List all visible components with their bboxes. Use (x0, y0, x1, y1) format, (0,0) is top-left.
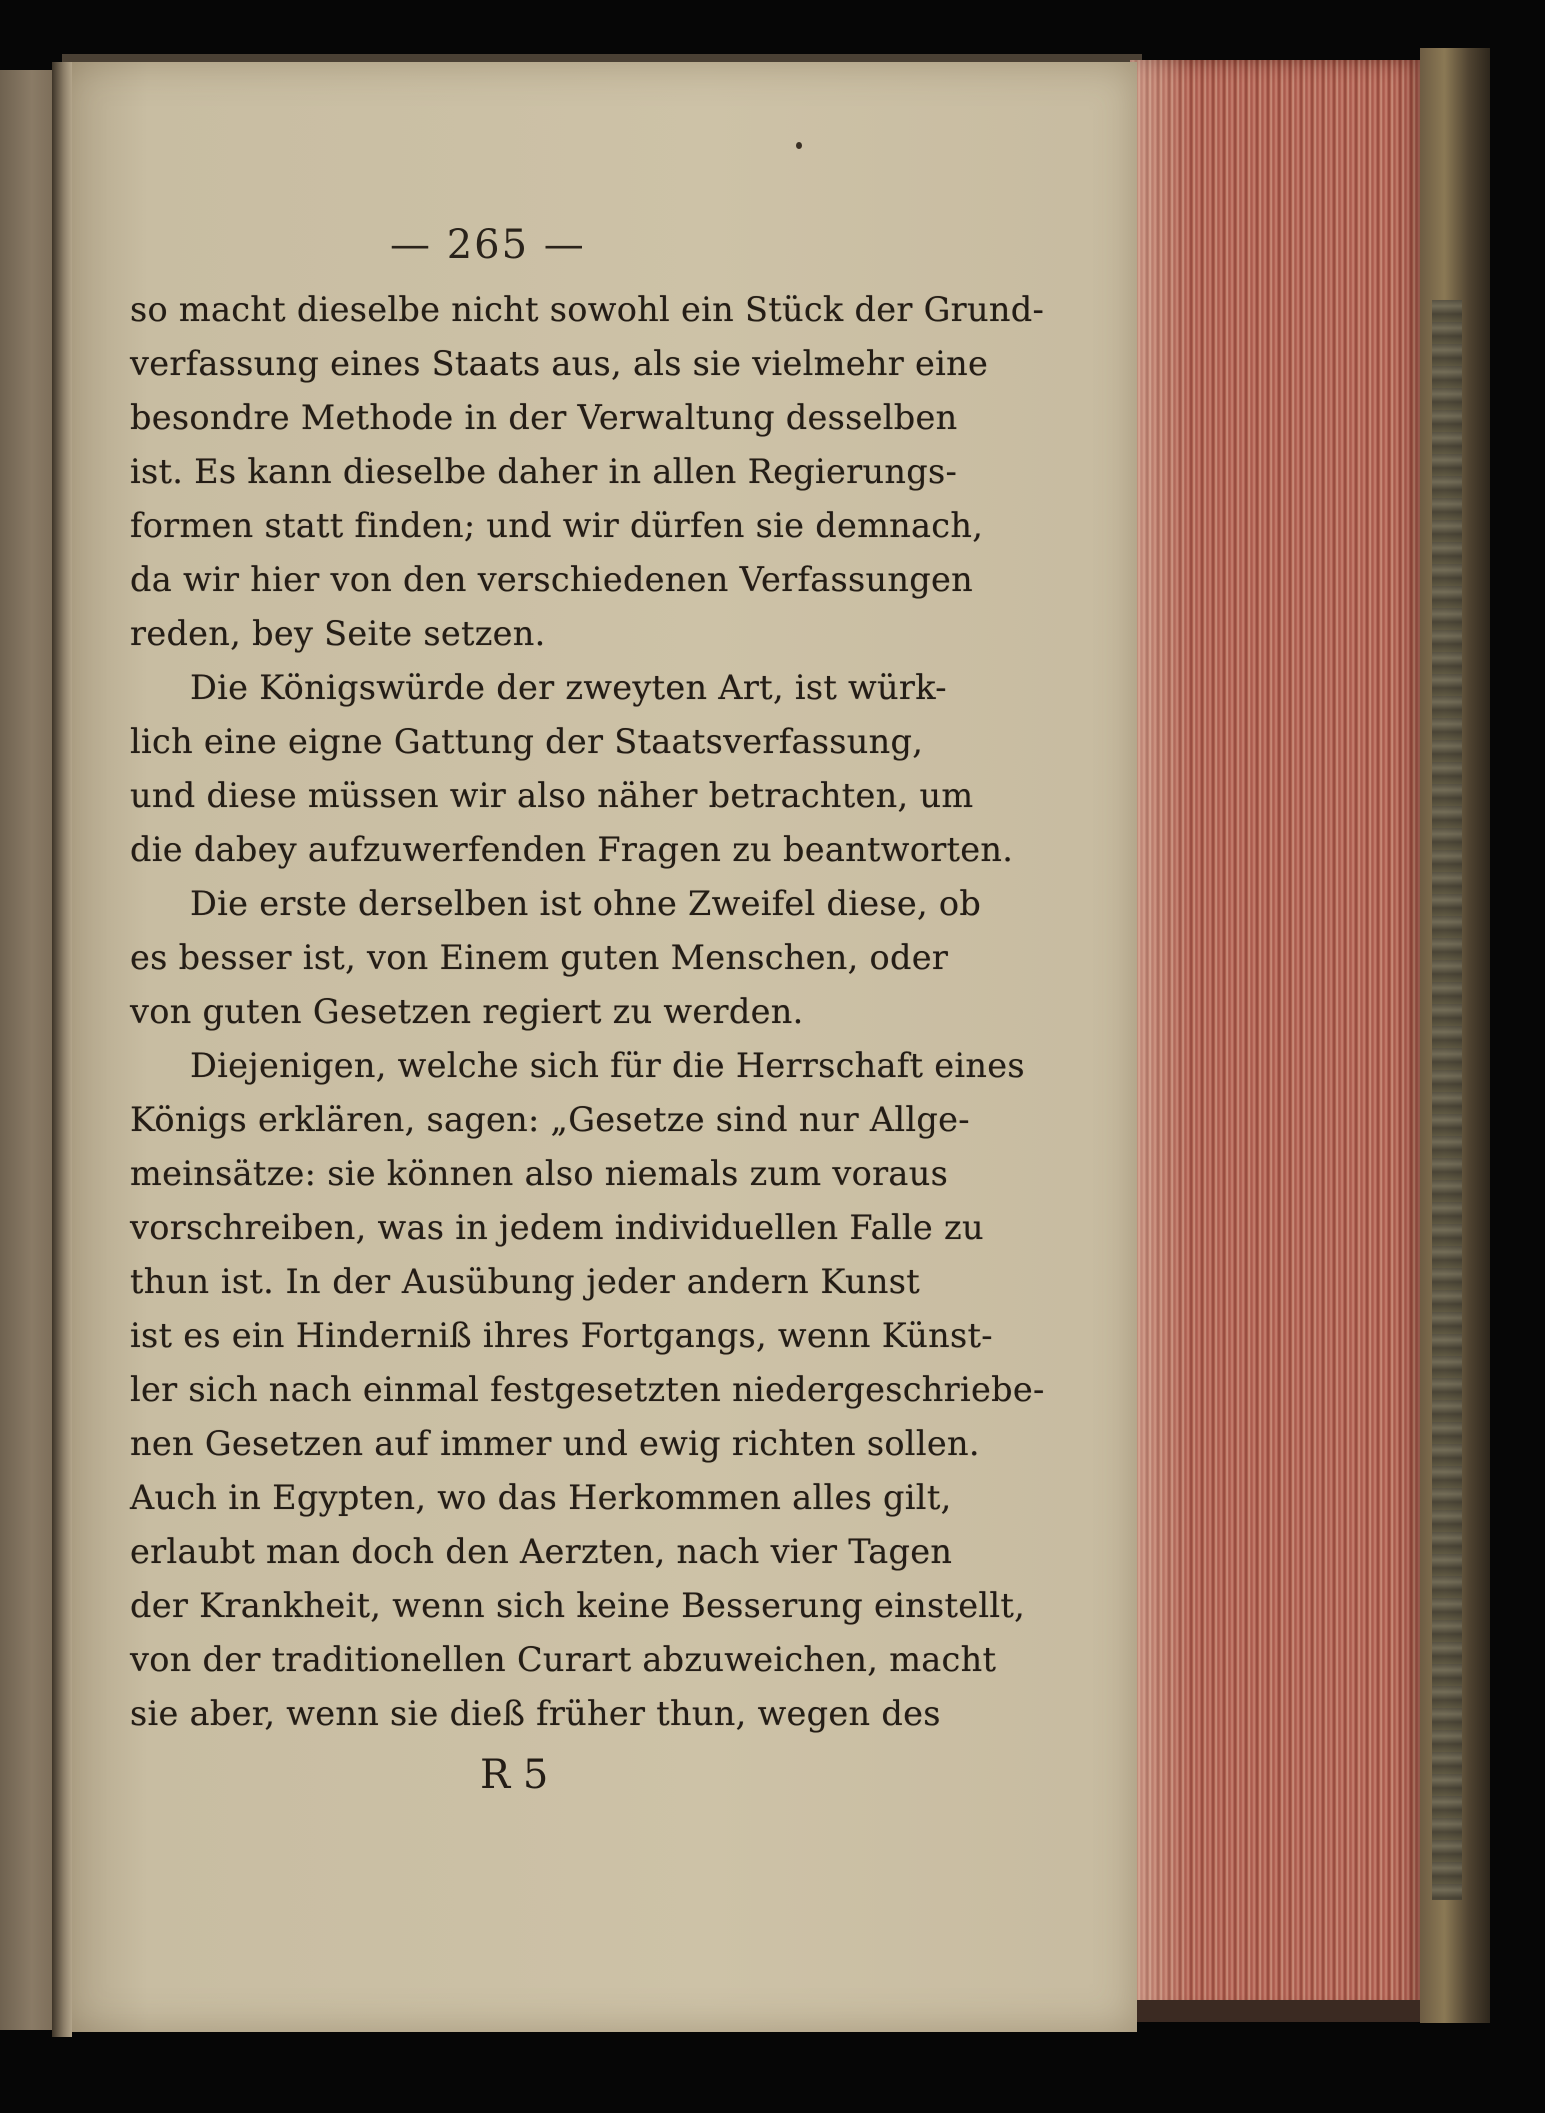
text-line: thun ist. In der Ausübung jeder andern Kunst (130, 1262, 920, 1301)
text-line: formen statt finden; und wir dürfen sie demnach, (130, 506, 984, 545)
text-line: Königs erklären, sagen: „Gesetze sind nur Allge- (130, 1100, 970, 1139)
text-line: es besser ist, von Einem guten Menschen, oder (130, 938, 949, 977)
signature-mark: R 5 (480, 1752, 549, 1798)
page-number: — 265 — (390, 222, 586, 268)
text-line: sie aber, wenn sie dieß früher thun, wegen des (130, 1694, 941, 1733)
text-line: vorschreiben, was in jedem individuellen Falle zu (130, 1208, 984, 1247)
text-line: ler sich nach einmal festgesetzten niedergeschriebe- (130, 1370, 1045, 1409)
cover-marbling (1432, 300, 1462, 1900)
text-line: ist es ein Hinderniß ihres Fortgangs, wenn Künst- (130, 1316, 993, 1355)
text-line: der Krankheit, wenn sich keine Besserung einstellt, (130, 1586, 1026, 1625)
text-line: Die erste derselben ist ohne Zweifel diese, ob (190, 884, 982, 923)
text-line: nen Gesetzen auf immer und ewig richten sollen. (130, 1424, 980, 1463)
text-line: von der traditionellen Curart abzuweichen, macht (130, 1640, 997, 1679)
text-line: so macht dieselbe nicht sowohl ein Stück der Grund- (130, 290, 1045, 329)
fore-edge-shadow (1137, 2000, 1427, 2022)
text-line: Diejenigen, welche sich für die Herrschaft eines (190, 1046, 1025, 1085)
text-line: die dabey aufzuwerfenden Fragen zu beantworten. (130, 830, 1014, 869)
text-line: lich eine eigne Gattung der Staatsverfassung, (130, 722, 924, 761)
text-line: reden, bey Seite setzen. (130, 614, 546, 653)
fore-edge-highlight (1130, 60, 1190, 2018)
previous-page-edge (0, 70, 58, 2030)
ink-speck (796, 142, 802, 149)
text-line: erlaubt man doch den Aerzten, nach vier Tagen (130, 1532, 953, 1571)
text-line: und diese müssen wir also näher betrachten, um (130, 776, 974, 815)
text-line: Die Königswürde der zweyten Art, ist würk- (190, 668, 947, 707)
text-line: ist. Es kann dieselbe daher in allen Regierungs- (130, 452, 958, 491)
text-line: da wir hier von den verschiedenen Verfassungen (130, 560, 973, 599)
page-gutter (52, 62, 72, 2037)
text-line: besondre Methode in der Verwaltung desselben (130, 398, 958, 437)
text-line: Auch in Egypten, wo das Herkommen alles gilt, (130, 1478, 952, 1517)
text-line: von guten Gesetzen regiert zu werden. (130, 992, 804, 1031)
text-line: verfassung eines Staats aus, als sie vielmehr eine (130, 344, 989, 383)
text-line: meinsätze: sie können also niemals zum voraus (130, 1154, 949, 1193)
